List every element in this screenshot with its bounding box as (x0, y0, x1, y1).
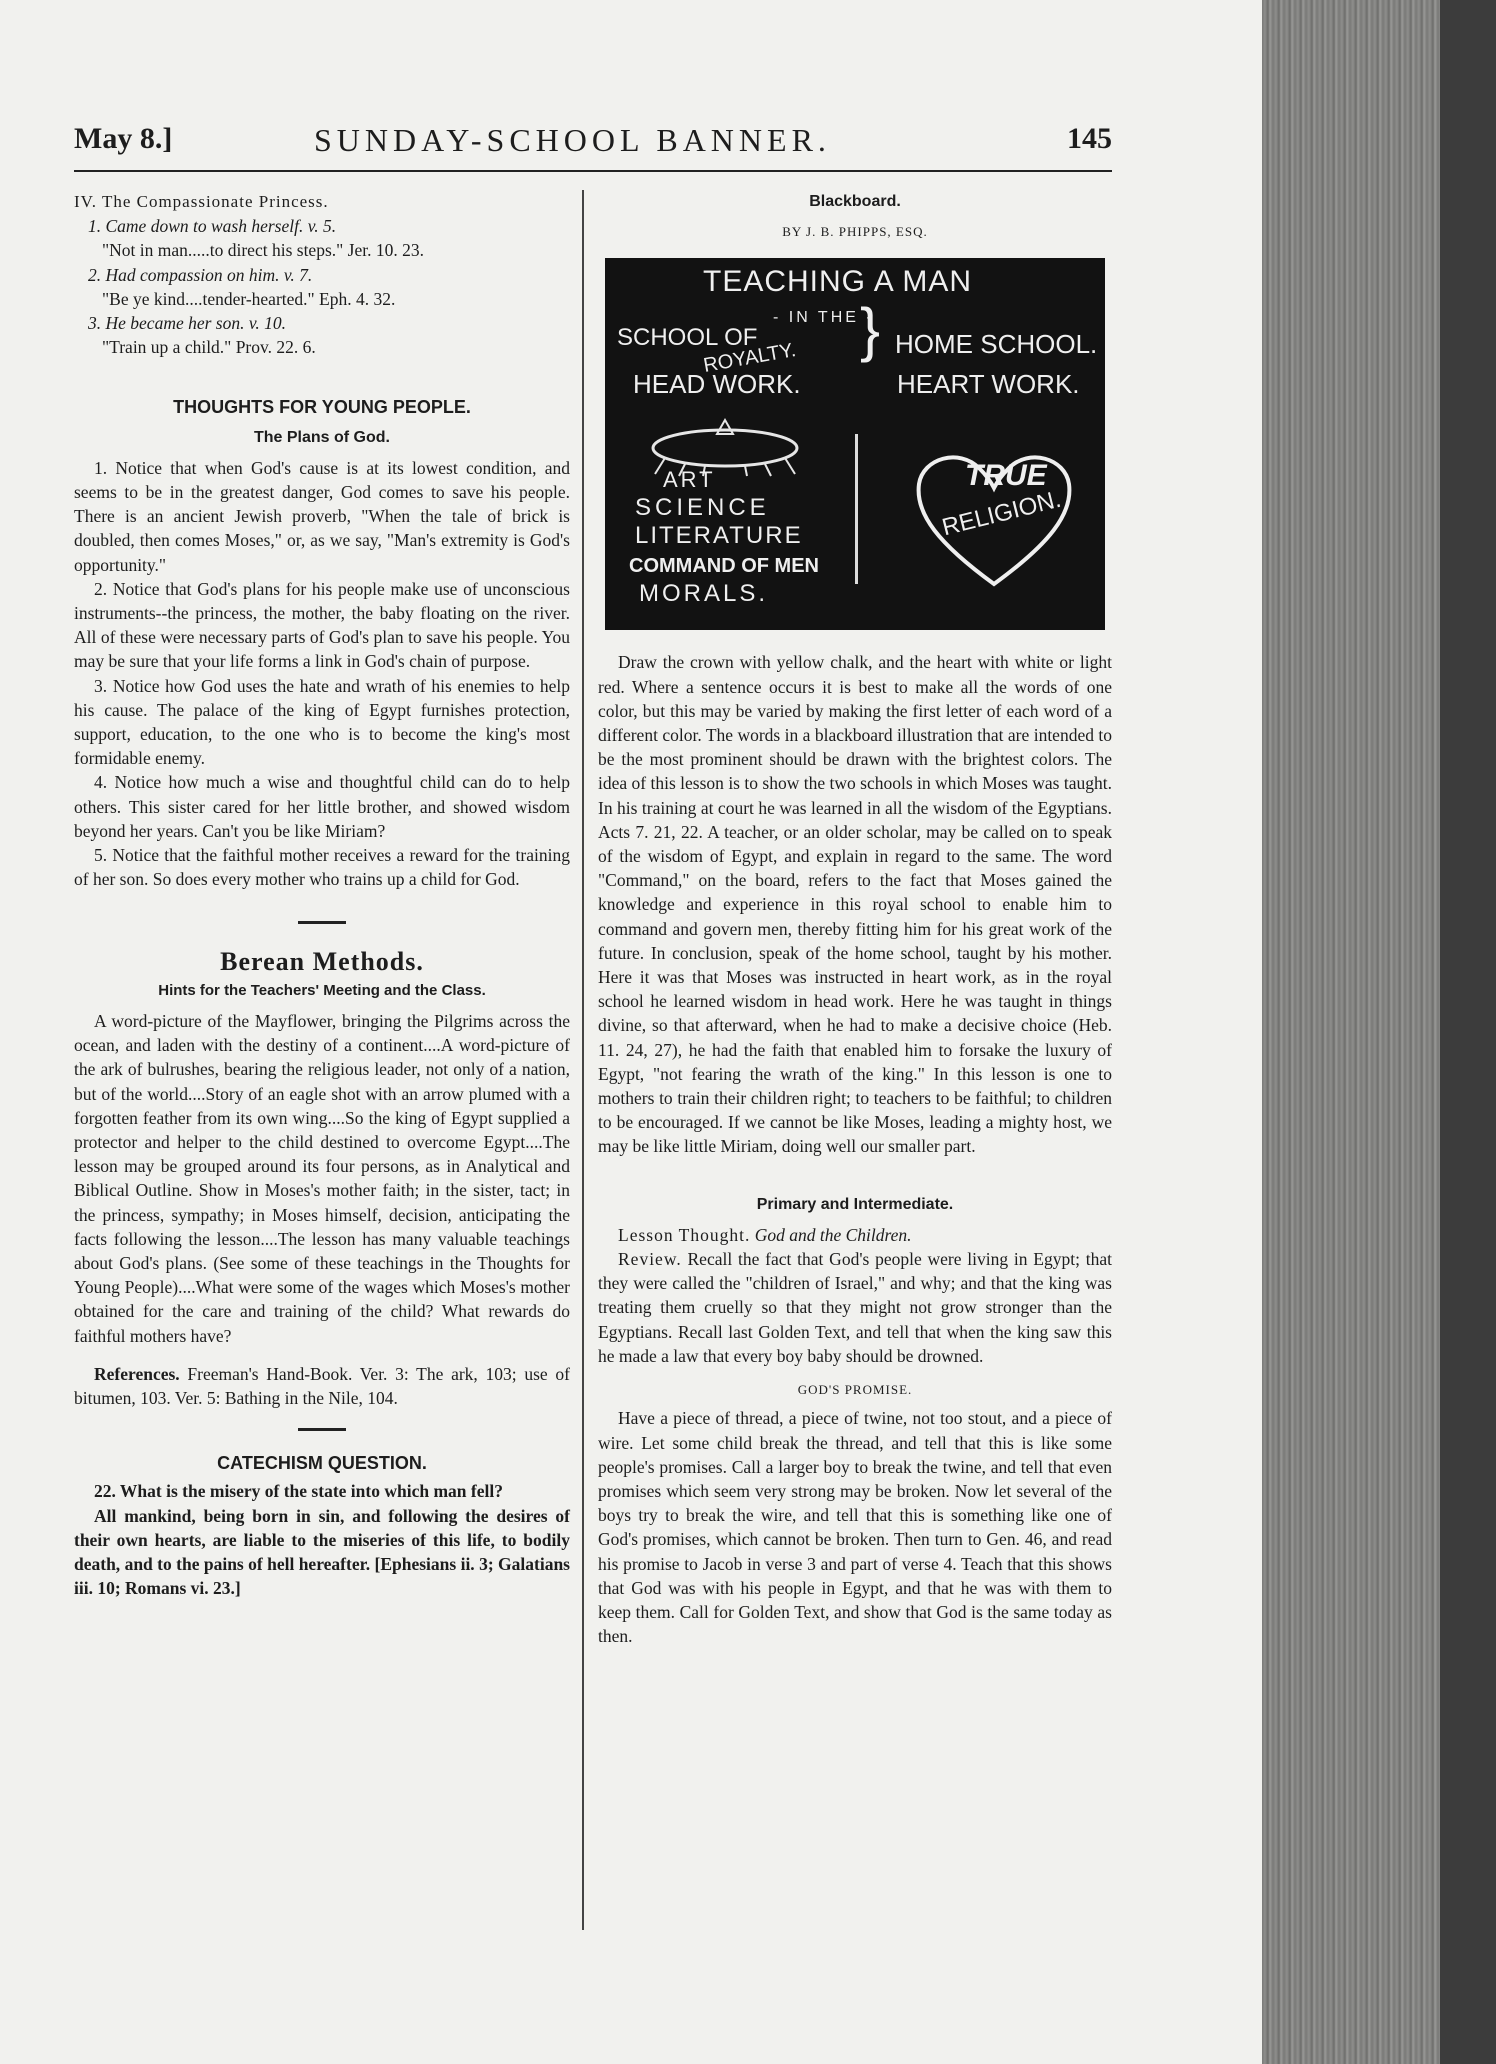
thought-paragraph: 2. Notice that God's plans for his people make use of unconscious instruments--the princess, the mother, the baby floating on the river. All of these were necessary parts of God's plan to save his people. You may be sure that your life forms a link in God's chain of purpose. (74, 578, 570, 672)
lesson-thought-label: Lesson Thought. (618, 1224, 751, 1245)
bb-command: COMMAND OF MEN (629, 555, 819, 578)
bb-morals: MORALS. (639, 580, 769, 608)
berean-subheading: Hints for the Teachers' Meeting and the Class. (158, 981, 486, 999)
primary-heading: Primary and Intermediate. (756, 1195, 954, 1213)
thought-paragraph: 4. Notice how much a wise and thoughtful child can do to help others. This sister cared for her little brother, and showed wisdom beyond her years. Can't you be like Miriam? (74, 772, 570, 841)
bb-royalty: ROYALTY. (701, 339, 798, 378)
review-text: Recall the fact that God's people were living in Egypt; that they were called the "children of Israel," and why; and that the king was treating them cruelly so that they might not grow stronger than the Egyptians. Recall last Golden Text, and tell that when the king saw this he made a law that every boy baby should be drowned. (598, 1249, 1113, 1366)
thoughts-subheading: The Plans of God. (253, 428, 390, 446)
right-column (598, 190, 1112, 1648)
catechism-heading: CATECHISM QUESTION. (217, 1453, 427, 1474)
bb-in-the: - IN THE - (773, 309, 875, 327)
page-number: 145 (1067, 122, 1112, 155)
column-divider (582, 190, 584, 1930)
bb-art: ART (663, 467, 716, 493)
references-paragraph (74, 1362, 570, 1410)
blackboard-illustration (605, 258, 1105, 630)
bb-divider (855, 434, 858, 584)
blackboard-byline: BY J. B. PHIPPS, ESQ. (782, 224, 928, 240)
blackboard-paragraph: Draw the crown with yellow chalk, and the heart with white or light red. Where a sentence occurs it is best to make all the words of one color, but this may be varied by making the first letter of each word of a different color. The words in a blackboard illustration that are intended to be the most prominent should be drawn with the brightest colors. The idea of this lesson is to show the two schools in which Moses was taught. In his training at court he was learned in all the wisdom of the Egyptians. Acts 7. 21, 22. A teacher, or an older scholar, may be called on to speak of the wisdom of Egypt, and explain in regard to the same. The word "Command," on the board, refers to the fact that Moses gained the knowledge and experience in this royal school to enable him to command and govern men, thereby fitting him for his great work of the future. In conclusion, speak of the home school, taught by his mother. Here it was that Moses was instructed in heart work, as in the royal school he learned wisdom in head work. Here he was taught in things divine, so that afterward, when he had to make a decisive choice (Heb. 11. 24, 27), he had the faith that enabled him to forsake the luxury of Egypt, "not fearing the wrath of the king." In this lesson is one to mothers to train their children right; to teachers to be faithful; to children to be encouraged. If we cannot be like Moses, leading a mighty host, we may be like little Miriam, doing well our smaller part. (598, 652, 1112, 1157)
review-paragraph (598, 1247, 1112, 1368)
thoughts-heading: THOUGHTS FOR YOUNG PEOPLE. (173, 397, 471, 418)
outline-item: 2. Had compassion on him. v. 7. (88, 264, 313, 285)
bb-religion: RELIGION. (939, 486, 1064, 542)
thought-paragraph: 1. Notice that when God's cause is at its lowest condition, and seems to be in the greatest danger, God comes to save his people. There is an ancient Jewish proverb, "When the tale of brick is doubled, then comes Moses," or, as we say, "Man's extremity is God's opportunity." (74, 457, 570, 575)
outline-heading: IV. The Compassionate Princess. (74, 192, 329, 211)
bb-literature: LITERATURE (635, 522, 803, 550)
bb-school-of: SCHOOL OF (617, 324, 758, 352)
promise-paragraph: Have a piece of thread, a piece of twine, not too stout, and a piece of wire. Let some child break the thread, and tell that this is like some people's promises. Call a larger boy to break the twine, and tell that even promises which seem very strong may be broken. Now let several of the boys try to break the wire, and tell that this is something like one of God's promises, which cannot be broken. Then turn to Gen. 46, and read his promise to Jacob in verse 3 and part of verse 4. Teach that this shows that God was with his people in Egypt, and that he was with them to keep them. Call for Golden Text, and show that God is the same today as then. (598, 1408, 1112, 1647)
blackboard-heading: Blackboard. (809, 193, 901, 210)
catechism-question: 22. What is the misery of the state into which man fell? (94, 1481, 503, 1502)
periodical-title: SUNDAY-SCHOOL BANNER. (314, 122, 831, 158)
outline-quote: "Not in man.....to direct his steps." Jer. 10. 23. (102, 240, 424, 261)
references-label: References. (94, 1363, 180, 1384)
references-text: Freeman's Hand-Book. Ver. 3: The ark, 103; use of bitumen, 103. Ver. 5: Bathing in the Nile, 104. (74, 1363, 570, 1408)
bb-heart-work: HEART WORK. (897, 369, 1080, 400)
outline-quote: "Be ye kind....tender-hearted." Eph. 4. 32. (102, 288, 396, 309)
bb-head-work: HEAD WORK. (633, 369, 801, 400)
bb-title: TEACHING A MAN (703, 265, 973, 299)
bb-true: TRUE (965, 459, 1047, 493)
outline-item: 1. Came down to wash herself. v. 5. (88, 216, 337, 237)
bb-science: SCIENCE (635, 494, 770, 522)
book-spine-shadow (1440, 0, 1496, 2064)
thought-paragraph: 5. Notice that the faithful mother receives a reward for the training of her son. So does every mother who trains up a child for God. (74, 845, 570, 890)
left-column (74, 190, 570, 1600)
berean-heading: Berean Methods. (220, 947, 424, 977)
review-label: Review. (618, 1249, 682, 1270)
header-rule (74, 170, 1112, 172)
lesson-thought-text: God and the Children. (754, 1224, 912, 1245)
bb-home-school: HOME SCHOOL. (895, 329, 1098, 360)
running-head (74, 122, 1112, 162)
outline-quote: "Train up a child." Prov. 22. 6. (102, 337, 316, 358)
bb-brace: } (860, 296, 881, 364)
promise-heading: GOD'S PROMISE. (797, 1382, 913, 1398)
page-date: May 8.] (74, 122, 173, 155)
outline-item: 3. He became her son. v. 10. (88, 313, 286, 334)
lesson-thought-line (598, 1223, 1112, 1247)
thought-paragraph: 3. Notice how God uses the hate and wrath of his enemies to help his cause. The palace of the king of Egypt furnishes protection, support, education, to the one who is to become the king's most formidable enemy. (74, 675, 570, 769)
berean-paragraph: A word-picture of the Mayflower, bringing the Pilgrims across the ocean, and laden with the destiny of a continent....A word-picture of the ark of bulrushes, bearing the religious leader, not only of a nation, but of the world....Story of an eagle shot with an arrow plumed with a forgotten feather from its own wing....So the king of Egypt supplied a protector and helper to the child destined to overcome Egypt....The lesson may be grouped around its four persons, as in Analytical and Biblical Outline. Show in Moses's mother faith; in the sister, tact; in the princess, sympathy; in Moses himself, decision, anticipating the facts following the lesson....The lesson has many valuable teachings about God's plans. (See some of these teachings in the Thoughts for Young People)....What were some of the wages which Moses's mother obtained for the care and training of the child? What rewards do faithful mothers have? (74, 1010, 570, 1346)
catechism-answer: All mankind, being born in sin, and following the desires of their own hearts, are liable to the miseries of this life, to bodily death, and to the pains of hell hereafter. [Ephesians ii. 3; Galatians iii. 10; Romans vi. 23.] (74, 1505, 570, 1599)
